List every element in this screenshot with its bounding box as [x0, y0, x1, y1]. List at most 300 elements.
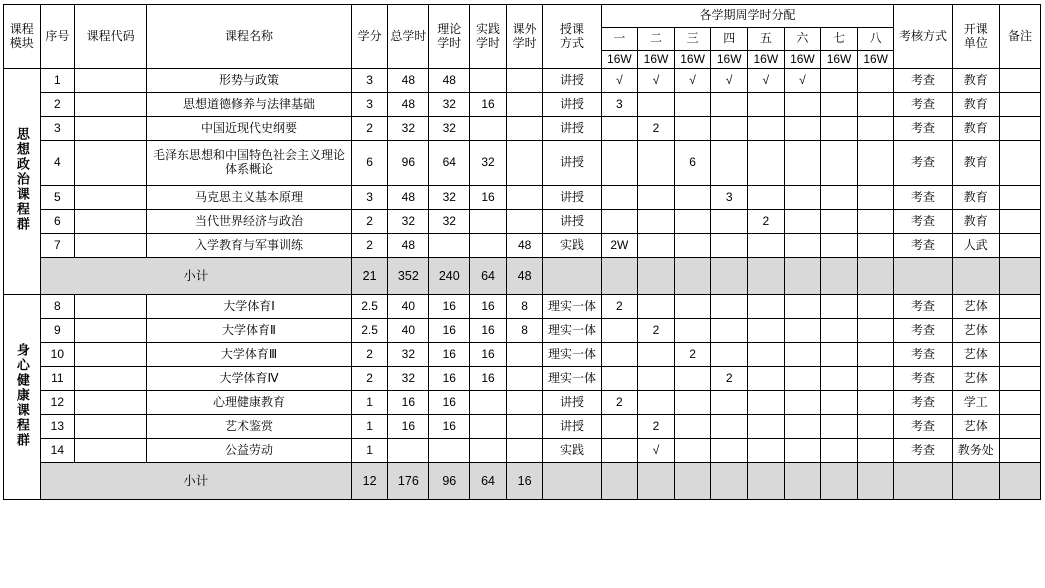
- cell-term-4: [711, 319, 748, 343]
- cell-course-name: 马克思主义基本原理: [147, 186, 352, 210]
- subtotal-term-8: [857, 258, 894, 295]
- cell-term-7: [821, 210, 858, 234]
- cell-term-4: 2: [711, 367, 748, 391]
- cell-term-7: [821, 93, 858, 117]
- header-open-unit: [952, 5, 999, 69]
- cell-seq: 9: [40, 319, 74, 343]
- cell-teach-mode: 讲授: [543, 93, 601, 117]
- cell-seq: 5: [40, 186, 74, 210]
- cell-code: [75, 319, 147, 343]
- cell-term-7: [821, 319, 858, 343]
- cell-exam-method: 考查: [894, 117, 952, 141]
- cell-code: [75, 69, 147, 93]
- cell-course-name: 大学体育Ⅳ: [147, 367, 352, 391]
- cell-remark: [999, 234, 1040, 258]
- cell-practice-hours: 16: [470, 343, 507, 367]
- cell-term-5: [748, 319, 785, 343]
- cell-term-8: [857, 319, 894, 343]
- cell-credit: 2.5: [351, 319, 388, 343]
- cell-theory-hours: 16: [429, 391, 470, 415]
- cell-term-4: [711, 343, 748, 367]
- cell-term-3: [674, 319, 711, 343]
- header-term-3: 三: [674, 28, 711, 51]
- subtotal-total: 352: [388, 258, 429, 295]
- cell-open-unit: 艺体: [952, 319, 999, 343]
- cell-remark: [999, 141, 1040, 186]
- subtotal-term-3: [674, 258, 711, 295]
- cell-term-3: 2: [674, 343, 711, 367]
- cell-term-3: 6: [674, 141, 711, 186]
- subtotal-term-5: [748, 463, 785, 500]
- cell-course-name: 公益劳动: [147, 439, 352, 463]
- cell-total-hours: 48: [388, 93, 429, 117]
- subtotal-unit: [952, 258, 999, 295]
- cell-code: [75, 93, 147, 117]
- cell-theory-hours: 16: [429, 295, 470, 319]
- cell-total-hours: 16: [388, 415, 429, 439]
- cell-exam-method: 考查: [894, 186, 952, 210]
- cell-seq: 3: [40, 117, 74, 141]
- cell-term-8: [857, 69, 894, 93]
- subtotal-term-2: [638, 258, 675, 295]
- cell-term-7: [821, 141, 858, 186]
- cell-credit: 2: [351, 343, 388, 367]
- subtotal-exam: [894, 258, 952, 295]
- header-credit: 学分: [351, 5, 388, 69]
- cell-exam-method: 考查: [894, 367, 952, 391]
- cell-total-hours: 48: [388, 234, 429, 258]
- header-theory-line1: 理论: [437, 21, 462, 36]
- cell-term-2: 2: [638, 415, 675, 439]
- subtotal-row: [4, 258, 1041, 295]
- curriculum-table: [3, 4, 1041, 500]
- header-weeks-4: 16W: [711, 51, 748, 69]
- cell-remark: [999, 439, 1040, 463]
- table-body: [4, 69, 1041, 500]
- cell-teach-mode: 理实一体: [543, 343, 601, 367]
- table-row: [4, 439, 1041, 463]
- cell-credit: 6: [351, 141, 388, 186]
- subtotal-remark: [999, 258, 1040, 295]
- cell-code: [75, 210, 147, 234]
- cell-practice-hours: 16: [470, 319, 507, 343]
- header-remark: 备注: [999, 5, 1040, 69]
- cell-term-3: [674, 415, 711, 439]
- cell-practice-hours: [470, 415, 507, 439]
- cell-extra-hours: [506, 415, 543, 439]
- cell-term-1: [601, 319, 638, 343]
- subtotal-term-7: [821, 258, 858, 295]
- cell-term-5: 2: [748, 210, 785, 234]
- header-open-unit-line1: 开课: [963, 21, 988, 36]
- cell-total-hours: 48: [388, 186, 429, 210]
- cell-practice-hours: 16: [470, 367, 507, 391]
- cell-open-unit: 艺体: [952, 367, 999, 391]
- cell-theory-hours: 16: [429, 367, 470, 391]
- cell-total-hours: 40: [388, 319, 429, 343]
- header-practice-hours: [470, 5, 507, 69]
- cell-credit: 3: [351, 186, 388, 210]
- cell-open-unit: 教育: [952, 186, 999, 210]
- cell-term-6: [784, 439, 821, 463]
- cell-term-5: [748, 391, 785, 415]
- cell-code: [75, 367, 147, 391]
- cell-term-7: [821, 69, 858, 93]
- cell-course-name: 当代世界经济与政治: [147, 210, 352, 234]
- cell-practice-hours: [470, 210, 507, 234]
- cell-remark: [999, 319, 1040, 343]
- cell-open-unit: 教育: [952, 69, 999, 93]
- cell-term-7: [821, 295, 858, 319]
- cell-teach-mode: 理实一体: [543, 367, 601, 391]
- cell-open-unit: 学工: [952, 391, 999, 415]
- cell-term-1: √: [601, 69, 638, 93]
- subtotal-mode: [543, 258, 601, 295]
- subtotal-term-5: [748, 258, 785, 295]
- subtotal-theory: 240: [429, 258, 470, 295]
- cell-course-name: 大学体育Ⅲ: [147, 343, 352, 367]
- subtotal-extra: 48: [506, 258, 543, 295]
- cell-term-1: [601, 343, 638, 367]
- cell-term-8: [857, 117, 894, 141]
- cell-term-5: [748, 93, 785, 117]
- cell-practice-hours: [470, 117, 507, 141]
- cell-code: [75, 391, 147, 415]
- cell-exam-method: 考查: [894, 93, 952, 117]
- cell-exam-method: 考查: [894, 210, 952, 234]
- cell-term-7: [821, 186, 858, 210]
- header-term-1: 一: [601, 28, 638, 51]
- header-terms-group: 各学期周学时分配: [601, 5, 894, 28]
- cell-practice-hours: 16: [470, 295, 507, 319]
- cell-code: [75, 117, 147, 141]
- cell-theory-hours: 16: [429, 415, 470, 439]
- cell-seq: 1: [40, 69, 74, 93]
- cell-term-6: [784, 117, 821, 141]
- header-module: [4, 5, 41, 69]
- cell-term-7: [821, 391, 858, 415]
- header-practice-line2: 学时: [476, 35, 501, 50]
- cell-theory-hours: 32: [429, 93, 470, 117]
- cell-term-2: √: [638, 439, 675, 463]
- cell-total-hours: 48: [388, 69, 429, 93]
- cell-theory-hours: 48: [429, 69, 470, 93]
- cell-practice-hours: 16: [470, 93, 507, 117]
- cell-course-name: 毛泽东思想和中国特色社会主义理论体系概论: [147, 141, 352, 186]
- cell-term-8: [857, 210, 894, 234]
- cell-term-5: [748, 295, 785, 319]
- cell-term-8: [857, 141, 894, 186]
- cell-code: [75, 343, 147, 367]
- cell-course-name: 大学体育Ⅱ: [147, 319, 352, 343]
- cell-remark: [999, 93, 1040, 117]
- header-extra-hours: [506, 5, 543, 69]
- cell-credit: 2: [351, 234, 388, 258]
- cell-theory-hours: 32: [429, 210, 470, 234]
- table-row: [4, 141, 1041, 186]
- cell-remark: [999, 391, 1040, 415]
- cell-term-8: [857, 295, 894, 319]
- module-label-text: 思想政治课程群: [14, 127, 30, 233]
- cell-term-1: [601, 117, 638, 141]
- cell-remark: [999, 367, 1040, 391]
- header-term-8: 八: [857, 28, 894, 51]
- cell-credit: 3: [351, 93, 388, 117]
- cell-seq: 13: [40, 415, 74, 439]
- cell-theory-hours: 32: [429, 117, 470, 141]
- cell-teach-mode: 讲授: [543, 391, 601, 415]
- cell-seq: 14: [40, 439, 74, 463]
- cell-extra-hours: [506, 367, 543, 391]
- cell-exam-method: 考查: [894, 415, 952, 439]
- cell-term-2: [638, 343, 675, 367]
- cell-practice-hours: 16: [470, 186, 507, 210]
- cell-exam-method: 考查: [894, 439, 952, 463]
- cell-seq: 11: [40, 367, 74, 391]
- cell-extra-hours: 8: [506, 319, 543, 343]
- cell-term-6: [784, 210, 821, 234]
- cell-teach-mode: 讲授: [543, 141, 601, 186]
- cell-credit: 3: [351, 69, 388, 93]
- subtotal-term-8: [857, 463, 894, 500]
- cell-term-3: [674, 439, 711, 463]
- cell-exam-method: 考查: [894, 295, 952, 319]
- cell-total-hours: 32: [388, 367, 429, 391]
- subtotal-remark: [999, 463, 1040, 500]
- cell-term-5: [748, 367, 785, 391]
- cell-term-3: [674, 367, 711, 391]
- cell-teach-mode: 讲授: [543, 186, 601, 210]
- table-row: [4, 415, 1041, 439]
- cell-seq: 4: [40, 141, 74, 186]
- cell-remark: [999, 343, 1040, 367]
- cell-theory-hours: 64: [429, 141, 470, 186]
- cell-term-8: [857, 415, 894, 439]
- cell-term-4: [711, 295, 748, 319]
- subtotal-term-2: [638, 463, 675, 500]
- cell-term-7: [821, 117, 858, 141]
- cell-theory-hours: 32: [429, 186, 470, 210]
- cell-term-5: √: [748, 69, 785, 93]
- cell-credit: 2.5: [351, 295, 388, 319]
- subtotal-term-6: [784, 258, 821, 295]
- cell-remark: [999, 117, 1040, 141]
- cell-remark: [999, 295, 1040, 319]
- cell-seq: 12: [40, 391, 74, 415]
- cell-term-6: [784, 186, 821, 210]
- cell-term-3: [674, 295, 711, 319]
- cell-extra-hours: 8: [506, 295, 543, 319]
- cell-open-unit: 教育: [952, 141, 999, 186]
- subtotal-practice: 64: [470, 258, 507, 295]
- cell-seq: 10: [40, 343, 74, 367]
- header-term-6: 六: [784, 28, 821, 51]
- cell-exam-method: 考查: [894, 391, 952, 415]
- cell-total-hours: [388, 439, 429, 463]
- cell-teach-mode: 讲授: [543, 69, 601, 93]
- cell-term-6: [784, 391, 821, 415]
- cell-course-name: 艺术鉴赏: [147, 415, 352, 439]
- cell-credit: 2: [351, 367, 388, 391]
- cell-total-hours: 16: [388, 391, 429, 415]
- cell-remark: [999, 69, 1040, 93]
- cell-credit: 1: [351, 391, 388, 415]
- cell-term-8: [857, 343, 894, 367]
- cell-term-8: [857, 391, 894, 415]
- cell-total-hours: 32: [388, 210, 429, 234]
- module-label-0: [4, 69, 41, 295]
- header-weeks-5: 16W: [748, 51, 785, 69]
- cell-term-2: [638, 186, 675, 210]
- header-seq: 序号: [40, 5, 74, 69]
- cell-exam-method: 考查: [894, 234, 952, 258]
- cell-term-6: [784, 343, 821, 367]
- cell-theory-hours: 16: [429, 319, 470, 343]
- cell-term-1: 2: [601, 295, 638, 319]
- cell-term-4: √: [711, 69, 748, 93]
- cell-term-3: [674, 234, 711, 258]
- table-row: [4, 210, 1041, 234]
- cell-teach-mode: 理实一体: [543, 319, 601, 343]
- subtotal-extra: 16: [506, 463, 543, 500]
- cell-term-4: [711, 210, 748, 234]
- table-row: [4, 234, 1041, 258]
- cell-course-name: 思想道德修养与法律基础: [147, 93, 352, 117]
- cell-exam-method: 考查: [894, 319, 952, 343]
- cell-term-8: [857, 186, 894, 210]
- cell-term-2: [638, 141, 675, 186]
- subtotal-term-3: [674, 463, 711, 500]
- table-row: [4, 391, 1041, 415]
- cell-practice-hours: [470, 234, 507, 258]
- cell-term-6: [784, 141, 821, 186]
- cell-term-5: [748, 186, 785, 210]
- cell-term-1: [601, 210, 638, 234]
- subtotal-theory: 96: [429, 463, 470, 500]
- subtotal-term-4: [711, 258, 748, 295]
- cell-term-2: [638, 210, 675, 234]
- cell-course-name: 中国近现代史纲要: [147, 117, 352, 141]
- cell-extra-hours: [506, 69, 543, 93]
- cell-term-8: [857, 439, 894, 463]
- cell-course-name: 形势与政策: [147, 69, 352, 93]
- header-extra-line2: 学时: [512, 35, 537, 50]
- cell-code: [75, 439, 147, 463]
- cell-term-4: 3: [711, 186, 748, 210]
- header-term-4: 四: [711, 28, 748, 51]
- cell-open-unit: 人武: [952, 234, 999, 258]
- subtotal-credit: 12: [351, 463, 388, 500]
- cell-term-1: [601, 415, 638, 439]
- subtotal-row: [4, 463, 1041, 500]
- cell-term-1: 3: [601, 93, 638, 117]
- cell-term-1: [601, 439, 638, 463]
- cell-teach-mode: 实践: [543, 234, 601, 258]
- cell-teach-mode: 讲授: [543, 415, 601, 439]
- header-weeks-2: 16W: [638, 51, 675, 69]
- cell-term-4: [711, 391, 748, 415]
- cell-term-1: [601, 186, 638, 210]
- cell-practice-hours: [470, 439, 507, 463]
- header-weeks-3: 16W: [674, 51, 711, 69]
- cell-credit: 2: [351, 210, 388, 234]
- subtotal-label: 小计: [40, 258, 351, 295]
- cell-remark: [999, 210, 1040, 234]
- cell-teach-mode: 讲授: [543, 117, 601, 141]
- cell-open-unit: 艺体: [952, 295, 999, 319]
- header-weeks-6: 16W: [784, 51, 821, 69]
- cell-code: [75, 186, 147, 210]
- subtotal-exam: [894, 463, 952, 500]
- header-practice-line1: 实践: [476, 21, 501, 36]
- cell-term-8: [857, 367, 894, 391]
- cell-seq: 7: [40, 234, 74, 258]
- cell-credit: 2: [351, 117, 388, 141]
- table-row: [4, 343, 1041, 367]
- table-row: [4, 367, 1041, 391]
- cell-code: [75, 295, 147, 319]
- cell-term-4: [711, 415, 748, 439]
- header-code: 课程代码: [75, 5, 147, 69]
- subtotal-practice: 64: [470, 463, 507, 500]
- cell-extra-hours: [506, 210, 543, 234]
- header-weeks-8: 16W: [857, 51, 894, 69]
- cell-seq: 2: [40, 93, 74, 117]
- header-term-7: 七: [821, 28, 858, 51]
- cell-extra-hours: [506, 186, 543, 210]
- cell-term-6: [784, 93, 821, 117]
- cell-extra-hours: [506, 93, 543, 117]
- cell-term-6: [784, 415, 821, 439]
- header-theory-hours: [429, 5, 470, 69]
- cell-term-5: [748, 234, 785, 258]
- subtotal-label: 小计: [40, 463, 351, 500]
- subtotal-term-1: [601, 463, 638, 500]
- cell-exam-method: 考查: [894, 343, 952, 367]
- header-theory-line2: 学时: [437, 35, 462, 50]
- cell-term-8: [857, 234, 894, 258]
- cell-term-5: [748, 141, 785, 186]
- header-weeks-1: 16W: [601, 51, 638, 69]
- header-row-1: [4, 5, 1041, 28]
- cell-extra-hours: [506, 391, 543, 415]
- subtotal-term-1: [601, 258, 638, 295]
- table-row: [4, 69, 1041, 93]
- cell-term-2: [638, 367, 675, 391]
- cell-extra-hours: 48: [506, 234, 543, 258]
- cell-term-5: [748, 439, 785, 463]
- header-name: 课程名称: [147, 5, 352, 69]
- cell-term-5: [748, 117, 785, 141]
- header-module-line1: 课程: [9, 21, 34, 36]
- module-label-1: [4, 295, 41, 500]
- cell-seq: 8: [40, 295, 74, 319]
- cell-teach-mode: 实践: [543, 439, 601, 463]
- cell-term-3: [674, 186, 711, 210]
- header-term-2: 二: [638, 28, 675, 51]
- cell-teach-mode: 讲授: [543, 210, 601, 234]
- cell-term-1: 2W: [601, 234, 638, 258]
- cell-open-unit: 艺体: [952, 343, 999, 367]
- subtotal-credit: 21: [351, 258, 388, 295]
- cell-term-3: [674, 391, 711, 415]
- cell-term-3: √: [674, 69, 711, 93]
- subtotal-unit: [952, 463, 999, 500]
- cell-term-3: [674, 93, 711, 117]
- cell-open-unit: 教务处: [952, 439, 999, 463]
- cell-practice-hours: [470, 69, 507, 93]
- cell-term-6: [784, 367, 821, 391]
